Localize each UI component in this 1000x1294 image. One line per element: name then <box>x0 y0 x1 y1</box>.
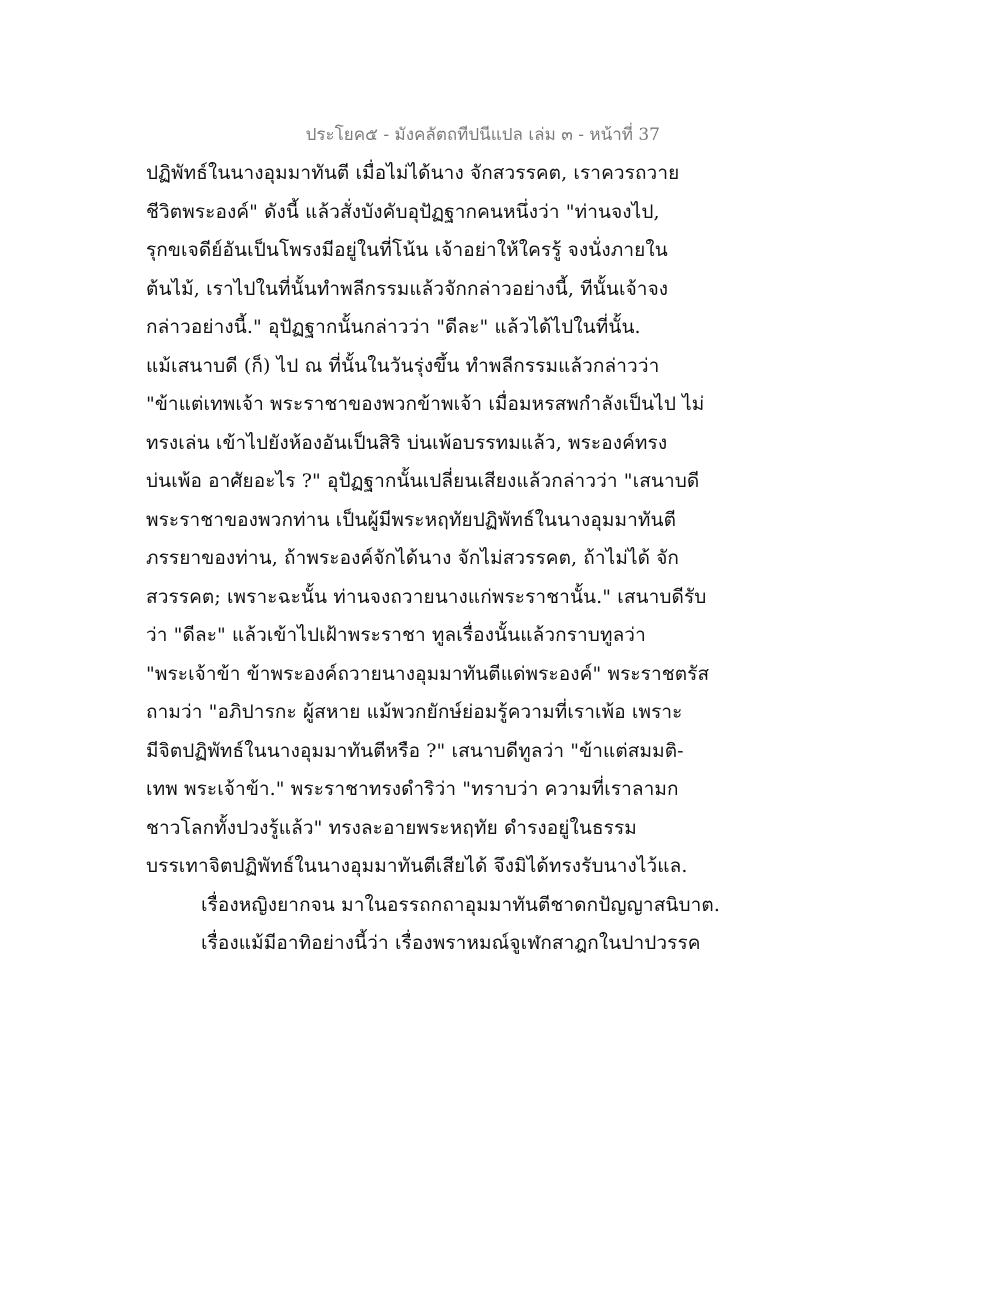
text-line: "ข้าแต่เทพเจ้า พระราชาของพวกข้าพเจ้า เมื่อมหรสพกำลังเป็นไป ไม่ <box>146 393 705 415</box>
body-text <box>146 154 726 963</box>
paragraph-start-line: เรื่องหญิงยากจน มาในอรรถกถาอุมมาทันตีชาดกปัญญาสนิบาต. <box>201 893 720 916</box>
text-line: ชีวิตพระองค์" ดังนี้ แล้วสั่งบังคับอุปัฏฐากคนหนึ่งว่า "ท่านจงไป, <box>146 200 660 223</box>
text-line: ต้นไม้, เราไปในที่นั้นทำพลีกรรมแล้วจักกล่าวอย่างนี้, ทีนั้นเจ้าจง <box>146 277 669 300</box>
paragraph-start-line: เรื่องแม้มีอาทิอย่างนี้ว่า เรื่องพราหมณ์จูเฬกสาฎกในปาปวรรค <box>201 932 701 954</box>
text-line: รุกขเจดีย์อันเป็นโพรงมีอยู่ในที่โน้น เจ้าอย่าให้ใครรู้ จงนั่งภายใน <box>146 239 668 261</box>
text-line: บรรเทาจิตปฏิพัทธ์ในนางอุมมาทันตีเสียได้ จึงมิได้ทรงรับนางไว้แล. <box>146 855 688 877</box>
text-line: แม้เสนาบดี (ก็) ไป ณ ที่นั้นในวันรุ่งขึ้น ทำพลีกรรมแล้วกล่าวว่า <box>146 354 660 377</box>
text-line: กล่าวอย่างนี้." อุปัฏฐากนั้นกล่าวว่า "ดีละ" แล้วได้ไปในที่นั้น. <box>146 316 641 338</box>
text-line: เทพ พระเจ้าข้า." พระราชาทรงดำริว่า "ทราบว่า ความที่เราลามก <box>146 778 679 800</box>
text-line: ถามว่า "อภิปารกะ ผู้สหาย แม้พวกยักษ์ย่อมรู้ความที่เราเพ้อ เพราะ <box>146 701 683 723</box>
text-line: ชาวโลกทั้งปวงรู้แล้ว" ทรงละอายพระหฤทัย ดำรงอยู่ในธรรม <box>146 816 637 839</box>
text-line: ภรรยาของท่าน, ถ้าพระองค์จักได้นาง จักไม่สวรรคต, ถ้าไม่ได้ จัก <box>146 547 680 569</box>
text-line: ทรงเล่น เข้าไปยังห้องอันเป็นสิริ บ่นเพ้อบรรทมแล้ว, พระองค์ทรง <box>146 431 668 454</box>
text-line: บ่นเพ้อ อาศัยอะไร ?" อุปัฏฐากนั้นเปลี่ยนเสียงแล้วกล่าวว่า "เสนาบดี <box>146 470 700 492</box>
running-header: ประโยค๕ - มังคลัตถทีปนีแปล เล่ม ๓ - หน้าที่ 37 <box>305 125 660 145</box>
text-line: พระราชาของพวกท่าน เป็นผู้มีพระหฤทัยปฏิพัทธ์ในนางอุมมาทันตี <box>146 508 677 531</box>
text-line: สวรรคต; เพราะฉะนั้น ท่านจงถวายนางแก่พระราชานั้น." เสนาบดีรับ <box>146 585 707 608</box>
text-line: "พระเจ้าข้า ข้าพระองค์ถวายนางอุมมาทันตีแด่พระองค์" พระราชตรัส <box>146 662 710 685</box>
text-line: มีจิตปฏิพัทธ์ในนางอุมมาทันตีหรือ ?" เสนาบดีทูลว่า "ข้าแต่สมมติ- <box>146 739 684 762</box>
text-line: ปฏิพัทธ์ในนางอุมมาทันตี เมื่อไม่ได้นาง จักสวรรคต, เราควรถวาย <box>146 162 680 184</box>
text-line: ว่า "ดีละ" แล้วเข้าไปเฝ้าพระราชา ทูลเรื่องนั้นแล้วกราบทูลว่า <box>146 624 646 646</box>
